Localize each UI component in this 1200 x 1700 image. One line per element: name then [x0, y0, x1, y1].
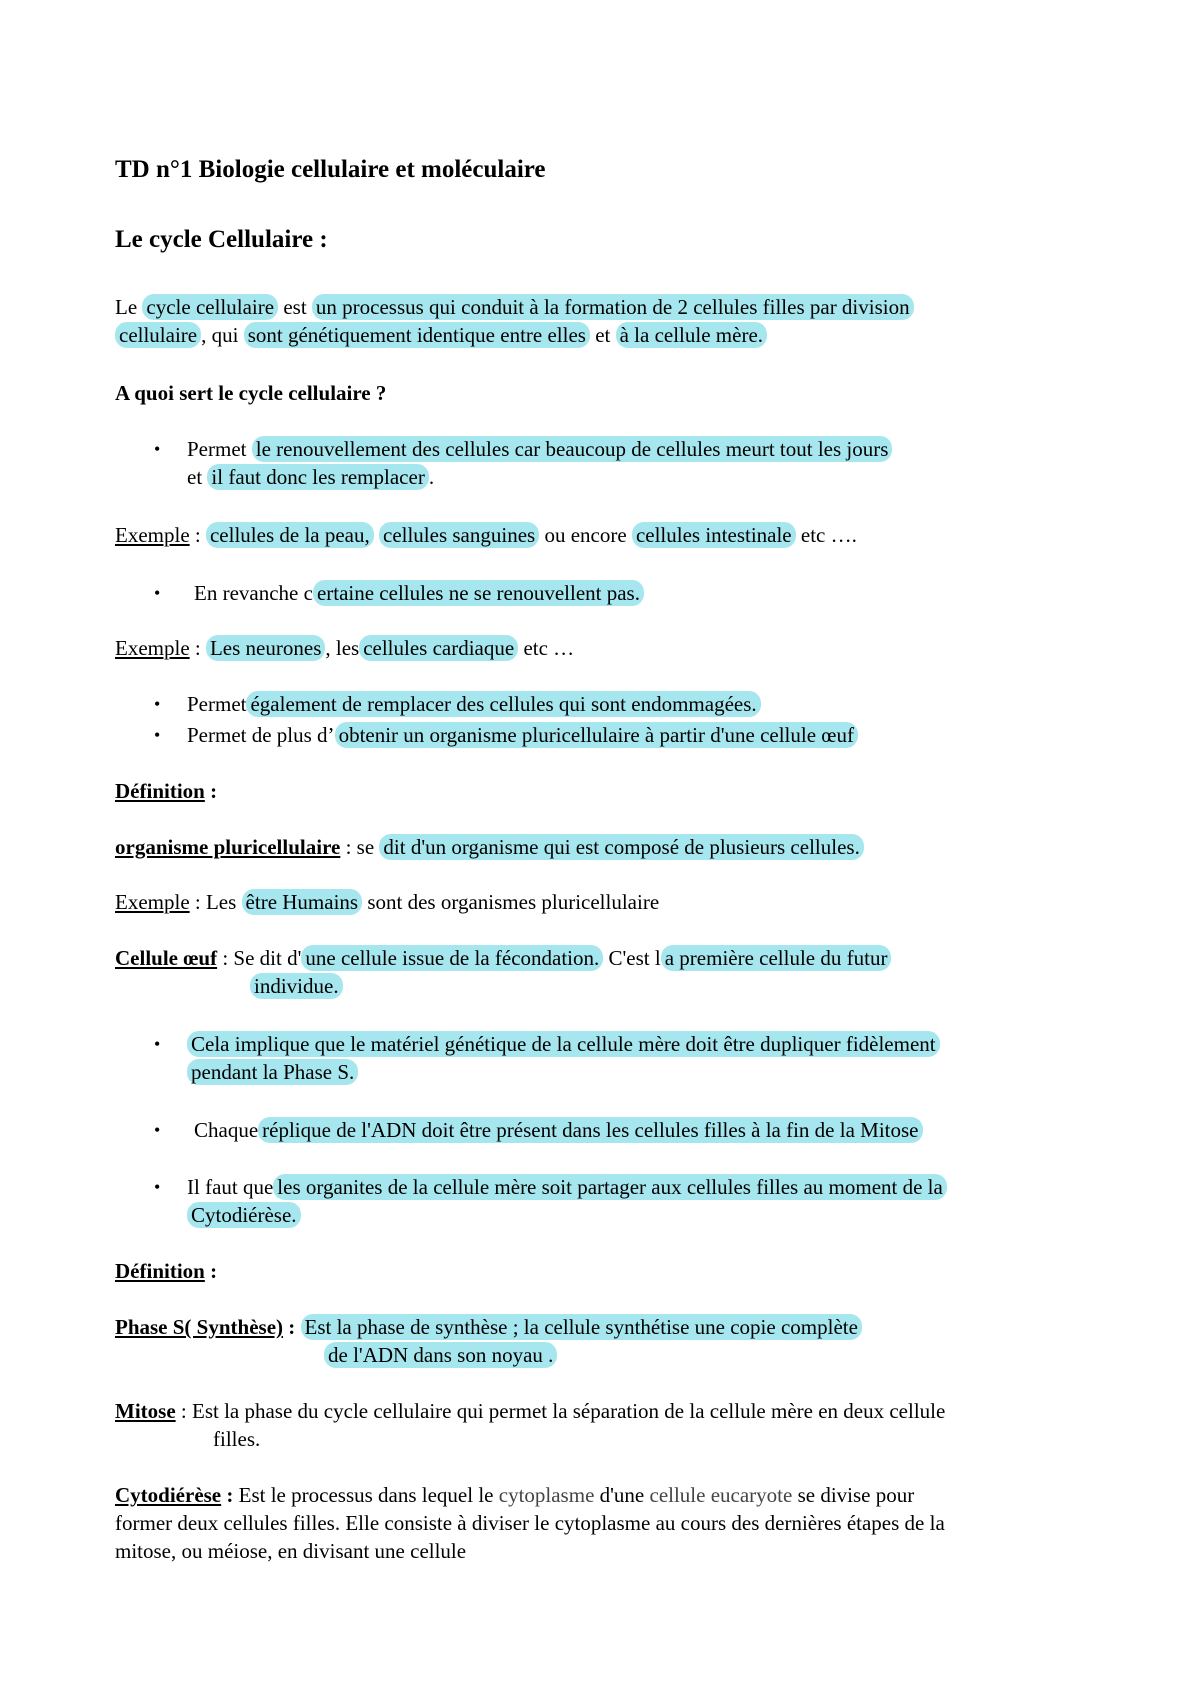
definition-phase-s-line-2: [324, 1341, 557, 1369]
highlight: une cellule issue de la fécondation.: [301, 945, 603, 971]
highlight: pendant la Phase S.: [187, 1059, 358, 1085]
text: ou encore: [544, 523, 627, 547]
text: Est la phase du cycle cellulaire qui permet la séparation de la cellule mère en deux cellule: [192, 1399, 946, 1423]
text: :: [288, 1315, 296, 1339]
bullet-icon: •: [154, 1034, 161, 1054]
highlight: le renouvellement des cellules car beaucoup de cellules meurt tout les jours: [252, 436, 893, 462]
text: et: [595, 323, 611, 347]
text: est: [283, 295, 307, 319]
bullet-7-line-2: [187, 1201, 301, 1229]
definition-cytodierese-line-1: [115, 1481, 914, 1509]
highlight: cellules intestinale: [632, 522, 796, 548]
link-text: cellule eucaryote: [649, 1483, 793, 1507]
highlight: il faut donc les remplacer: [207, 464, 428, 490]
bullet-5-line-1: [187, 1030, 940, 1058]
text: Permet de plus d’: [187, 723, 335, 747]
text: Est le processus dans lequel le: [238, 1483, 494, 1507]
text: .: [428, 465, 435, 489]
highlight: sont génétiquement identique entre elles: [244, 322, 590, 348]
term-label: Cellule œuf: [115, 946, 218, 970]
text: :: [194, 523, 201, 547]
bullet-7-line-1: [187, 1173, 947, 1201]
definition-mitose-line-2: filles.: [213, 1427, 261, 1451]
bullet-icon: •: [154, 1177, 161, 1197]
bullet-1-line-2: [187, 463, 434, 491]
text: En revanche c: [194, 581, 313, 605]
bullet-icon: •: [154, 725, 161, 745]
highlight: les organites de la cellule mère soit partager aux cellules filles au moment de la: [273, 1174, 947, 1200]
definition-cytodierese-line-2: former deux cellules filles. Elle consiste à diviser le cytoplasme au cours des dernières étapes de la: [115, 1511, 945, 1535]
section-heading: Le cycle Cellulaire :: [115, 226, 328, 253]
bullet-icon: •: [154, 694, 161, 714]
highlight: de l'ADN dans son noyau .: [324, 1342, 557, 1368]
bullet-6: [194, 1116, 923, 1144]
highlight: Les neurones: [206, 635, 325, 661]
bullet-2: [194, 579, 644, 607]
term-label: Cytodiérèse: [115, 1483, 222, 1507]
highlight: à la cellule mère.: [616, 322, 767, 348]
text: Permet: [187, 692, 247, 716]
text: Il faut que: [187, 1175, 274, 1199]
text: et: [187, 465, 203, 489]
highlight: cellulaire: [115, 322, 201, 348]
highlight: ertaine cellules ne se renouvellent pas.: [313, 580, 644, 606]
highlight: Cela implique que le matériel génétique de la cellule mère doit être dupliquer fidèlement: [187, 1031, 940, 1057]
link-text: cytoplasme: [498, 1483, 595, 1507]
example-label: Exemple: [115, 890, 190, 914]
text: : Les: [194, 890, 237, 914]
definition-heading-2: [115, 1257, 217, 1285]
question-heading: A quoi sert le cycle cellulaire ?: [115, 381, 387, 405]
definition-label: Définition: [115, 1259, 205, 1283]
text: se divise pour: [797, 1483, 915, 1507]
text: Permet: [187, 437, 247, 461]
text: :: [226, 1483, 234, 1507]
bullet-icon: •: [154, 439, 161, 459]
text: Le: [115, 295, 138, 319]
text: :: [210, 1259, 218, 1283]
bullet-1-line-1: [187, 435, 892, 463]
highlight: Est la phase de synthèse ; la cellule synthétise une copie complète: [301, 1314, 862, 1340]
example-2: [115, 634, 574, 662]
highlight: Cytodiérèse.: [187, 1202, 301, 1228]
definition-organisme: [115, 833, 864, 861]
example-3: [115, 888, 659, 916]
text: Chaque: [194, 1118, 259, 1142]
highlight: obtenir un organisme pluricellulaire à partir d'une cellule œuf: [335, 722, 858, 748]
text: : se: [345, 835, 375, 859]
definition-label: Définition: [115, 779, 205, 803]
example-label: Exemple: [115, 523, 190, 547]
term-label: Phase S( Synthèse): [115, 1315, 284, 1339]
intro-line-2: [115, 321, 767, 349]
bullet-icon: •: [154, 583, 161, 603]
definition-phase-s-line-1: [115, 1313, 862, 1341]
text: etc ….: [800, 523, 857, 547]
highlight: cellules de la peau,: [206, 522, 374, 548]
bullet-icon: •: [154, 1120, 161, 1140]
highlight: a première cellule du futur: [661, 945, 892, 971]
text: : Se dit d': [222, 946, 302, 970]
intro-line-1: [115, 293, 914, 321]
definition-mitose-line-1: [115, 1397, 945, 1425]
definition-cellule-oeuf-line-2: [250, 972, 343, 1000]
highlight: cellules sanguines: [379, 522, 539, 548]
bullet-3: [187, 690, 761, 718]
text: etc …: [523, 636, 575, 660]
highlight: cycle cellulaire: [142, 294, 278, 320]
term-label: organisme pluricellulaire: [115, 835, 341, 859]
text: , les: [325, 636, 360, 660]
highlight: un processus qui conduit à la formation de 2 cellules filles par division: [312, 294, 914, 320]
bullet-4: [187, 721, 858, 749]
example-label: Exemple: [115, 636, 190, 660]
text: :: [180, 1399, 187, 1423]
text: d'une: [599, 1483, 645, 1507]
text: :: [210, 779, 218, 803]
definition-cytodierese-line-3: mitose, ou méiose, en divisant une cellule: [115, 1539, 467, 1563]
text: :: [194, 636, 201, 660]
definition-cellule-oeuf-line-1: [115, 944, 891, 972]
document-title: TD n°1 Biologie cellulaire et moléculaire: [115, 156, 546, 183]
example-1: [115, 521, 857, 549]
text: , qui: [201, 323, 239, 347]
bullet-5-line-2: [187, 1058, 358, 1086]
term-label: Mitose: [115, 1399, 176, 1423]
text: sont des organismes pluricellulaire: [367, 890, 660, 914]
definition-heading-1: [115, 777, 217, 805]
highlight: être Humains: [242, 889, 363, 915]
text: C'est l: [608, 946, 661, 970]
highlight: dit d'un organisme qui est composé de plusieurs cellules.: [379, 834, 863, 860]
highlight: individue.: [250, 973, 343, 999]
highlight: cellules cardiaque: [359, 635, 518, 661]
highlight: également de remplacer des cellules qui sont endommagées.: [246, 691, 760, 717]
highlight: réplique de l'ADN doit être présent dans les cellules filles à la fin de la Mitose: [258, 1117, 922, 1143]
